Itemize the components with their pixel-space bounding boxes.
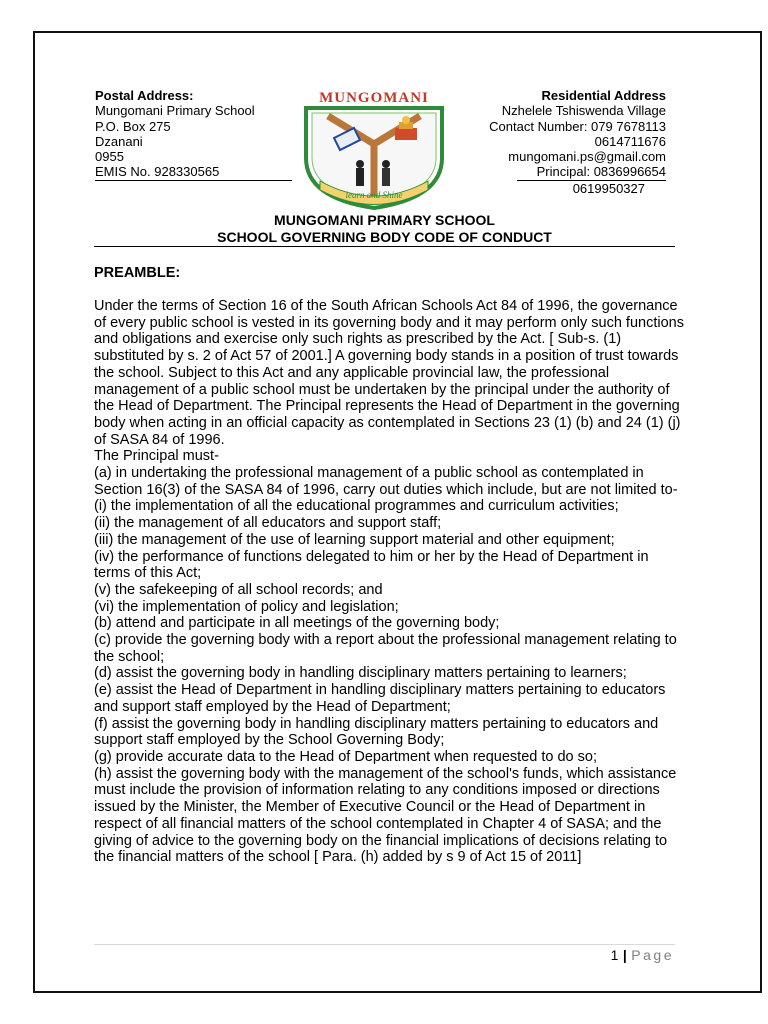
paragraph: (f) assist the governing body in handling disciplinary matters pertaining to educators and support staff employed by the School Governing Body;: [94, 715, 659, 749]
residential-line: 0614711676: [594, 133, 666, 149]
paragraph: (v) the safekeeping of all school records; and: [94, 581, 383, 598]
postal-line: P.O. Box 275: [95, 118, 171, 134]
paragraph: (d) assist the governing body in handling disciplinary matters pertaining to learners;: [94, 665, 627, 682]
page-label: Page: [631, 947, 674, 963]
document-title: [94, 212, 675, 245]
crest-motto: learn and Shine: [345, 190, 403, 200]
residential-line: Nzhelele Tshiswenda Village: [501, 103, 666, 119]
principal-contact: Principal: 0836996654: [517, 164, 666, 180]
preamble-body: [94, 298, 686, 866]
postal-line: 0955: [95, 149, 124, 165]
crest-graphic: [298, 86, 450, 212]
page-footer: [611, 947, 674, 963]
residential-line: Contact Number: 079 7678113: [489, 118, 666, 134]
paragraph: (iii) the management of the use of learning support material and other equipment;: [94, 531, 615, 548]
principal-contact-2: 0619950327: [572, 180, 645, 196]
paragraph: (h) assist the governing body with the management of the school's funds, which assistance must include the provision of information relating to any conditions imposed or directions issued by the Minister, the Member of Executive Council or the Head of Department in respect of all financial matters of the school contemplated in Chapter 4 of SASA; and the giving of advice to the governing body on the financial implications of decisions relating to the financial matters of the school [ Para. (h) added by s 9 of Act 15 of 2011]: [94, 765, 677, 866]
paragraph: Under the terms of Section 16 of the South African Schools Act 84 of 1996, the governance of every public school is vested in its governing body and it may perform only such functions and obligations and exercise only such rights as prescribed by the Act. [ Sub-s. (1) substituted by s. 2 of Act 57 of 2001.] A governing body stands in a position of trust towards the school. Subject to this Act and any applicable provincial law, the professional management of a public school must be undertaken by the principal under the authority of the Head of Department. The Principal represents the Head of Department in the governing body when acting in an official capacity as contemplated in Sections 23 (1) (b) and 24 (1) (j) of SASA 84 of 1996.: [94, 298, 684, 448]
crest-name: MUNGOMANI: [319, 90, 429, 106]
paragraph: The Principal must-: [94, 448, 219, 465]
paragraph: (vi) the implementation of policy and legislation;: [94, 598, 399, 615]
paragraph: (c) provide the governing body with a report about the professional management relating to the school;: [94, 632, 677, 665]
postal-line: Mungomani Primary School: [95, 103, 255, 119]
paragraph: (b) attend and participate in all meetings of the governing body;: [94, 615, 500, 632]
paragraph: (iv) the performance of functions delegated to him or her by the Head of Department in terms of this Act;: [94, 548, 649, 582]
paragraph: (g) provide accurate data to the Head of Department when requested to do so;: [94, 748, 597, 765]
school-crest-logo: [298, 86, 450, 212]
postal-line: Dzanani: [95, 133, 143, 149]
residential-email: mungomani.ps@gmail.com: [508, 149, 666, 165]
paragraph: (e) assist the Head of Department in handling disciplinary matters pertaining to educators and support staff employed by the Head of Department;: [94, 682, 666, 715]
title-line-2: SCHOOL GOVERNING BODY CODE OF CONDUCT: [217, 228, 552, 245]
footer-rule: [94, 944, 675, 945]
paragraph: (i) the implementation of all the educational programmes and curriculum activities;: [94, 498, 619, 515]
title-line-1: MUNGOMANI PRIMARY SCHOOL: [274, 212, 495, 228]
paragraph: (a) in undertaking the professional management of a public school as contemplated in Section 16(3) of the SASA 84 of 1996, carry out duties which include, but are not limited to-: [94, 465, 678, 498]
paragraph: (ii) the management of all educators and support staff;: [94, 515, 442, 532]
title-rule: [94, 246, 675, 247]
postal-address-block: [95, 88, 295, 181]
preamble-heading: PREAMBLE:: [94, 265, 181, 281]
residential-address-block: [436, 88, 666, 196]
postal-address-heading: Postal Address:: [95, 88, 194, 103]
residential-address-heading: Residential Address: [541, 88, 666, 103]
footer-separator: |: [622, 947, 628, 963]
emis-number: EMIS No. 928330565: [95, 164, 292, 180]
page-number: 1: [610, 947, 619, 963]
